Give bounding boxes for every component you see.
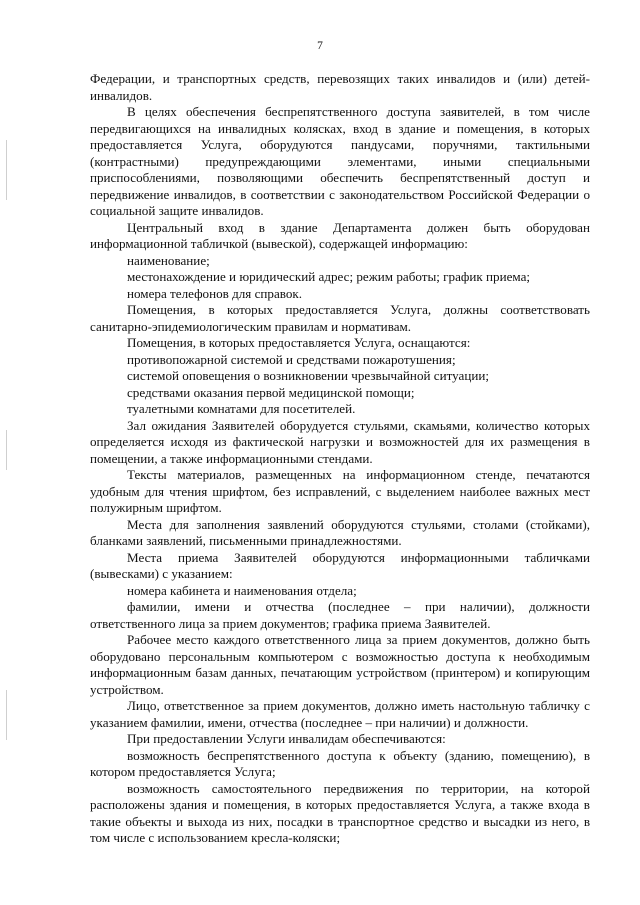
page-number: 7 xyxy=(317,40,323,52)
paragraph: Федерации, и транспортных средств, перевозящих таких инвалидов и (или) детей-инвалидов. xyxy=(90,71,590,103)
paragraph: Места для заполнения заявлений оборудуются стульями, столами (стойками), бланками заявлений, письменными принадлежностями. xyxy=(90,516,590,548)
paragraph: Тексты материалов, размещенных на информационном стенде, печатаются удобным для чтения шрифтом, без исправлений, с выделением наиболее важных мест полужирным шрифтом. xyxy=(90,467,590,515)
paragraph: Рабочее место каждого ответственного лица за прием документов, должно быть оборудовано персональным компьютером с возможностью доступа к необходимым информационным базам данных, печатающим устройством (принтером) и копирующим устройством. xyxy=(90,632,590,697)
paragraph: Центральный вход в здание Департамента должен быть оборудован информационной табличкой (вывеской), содержащей информацию: xyxy=(90,219,590,251)
paragraph: В целях обеспечения беспрепятственного доступа заявителей, в том числе передвигающихся на инвалидных колясках, вход в здание и помещения, в которых предоставляется Услуга, оборудуются пандусами, поручнями, тактильными (контрастными) предупреждающими элементами, иными специальными приспособлениями, позволяющими обеспечить беспрепятственный доступ и передвижение инвалидов, в соответствии с законодательством Российской Федерации о социальной защите инвалидов. xyxy=(90,104,590,218)
list-item: фамилии, имени и отчества (последнее – при наличии), должности ответственного лица за прием документов; графика приема Заявителей. xyxy=(90,599,590,631)
paragraph: Помещения, в которых предоставляется Услуга, должны соответствовать санитарно-эпидемиологическим правилам и нормативам. xyxy=(90,302,590,334)
list-item: возможность беспрепятственного доступа к объекту (зданию, помещению), в котором предоставляется Услуга; xyxy=(90,747,590,779)
list-item: местонахождение и юридический адрес; режим работы; график приема; xyxy=(127,269,531,284)
scan-edge-mark xyxy=(6,140,7,200)
paragraph: Места приема Заявителей оборудуются информационными табличками (вывесками) с указанием: xyxy=(90,549,590,581)
paragraph: Помещения, в которых предоставляется Услуга, оснащаются: xyxy=(127,335,471,350)
list-item: туалетными комнатами для посетителей. xyxy=(127,401,356,416)
list-item: возможность самостоятельного передвижения по территории, на которой расположены здания и помещения, в которых предоставляется Услуга, а также входа в такие объекты и выхода из них, посадки в транспортное средство и высадки из него, в том числе с использованием кресла-коляски; xyxy=(90,780,590,845)
document-body xyxy=(90,71,590,847)
list-item: системой оповещения о возникновении чрезвычайной ситуации; xyxy=(127,368,489,383)
list-item: наименование; xyxy=(127,252,210,268)
paragraph: Лицо, ответственное за прием документов, должно иметь настольную табличку с указанием фамилии, имени, отчества (последнее – при наличии) и должности. xyxy=(90,698,590,730)
scan-edge-mark xyxy=(6,430,7,470)
list-item: средствами оказания первой медицинской помощи; xyxy=(127,384,415,400)
list-item: противопожарной системой и средствами пожаротушения; xyxy=(127,351,456,367)
paragraph: При предоставлении Услуги инвалидам обеспечиваются: xyxy=(127,731,446,746)
scan-edge-mark xyxy=(6,690,7,740)
paragraph: Зал ожидания Заявителей оборудуется стульями, скамьями, количество которых определяется исходя из фактической нагрузки и возможностей для их размещения в помещении, а также информационными стендами. xyxy=(90,417,590,466)
list-item: номера телефонов для справок. xyxy=(127,285,303,301)
list-item: номера кабинета и наименования отдела; xyxy=(127,582,357,598)
